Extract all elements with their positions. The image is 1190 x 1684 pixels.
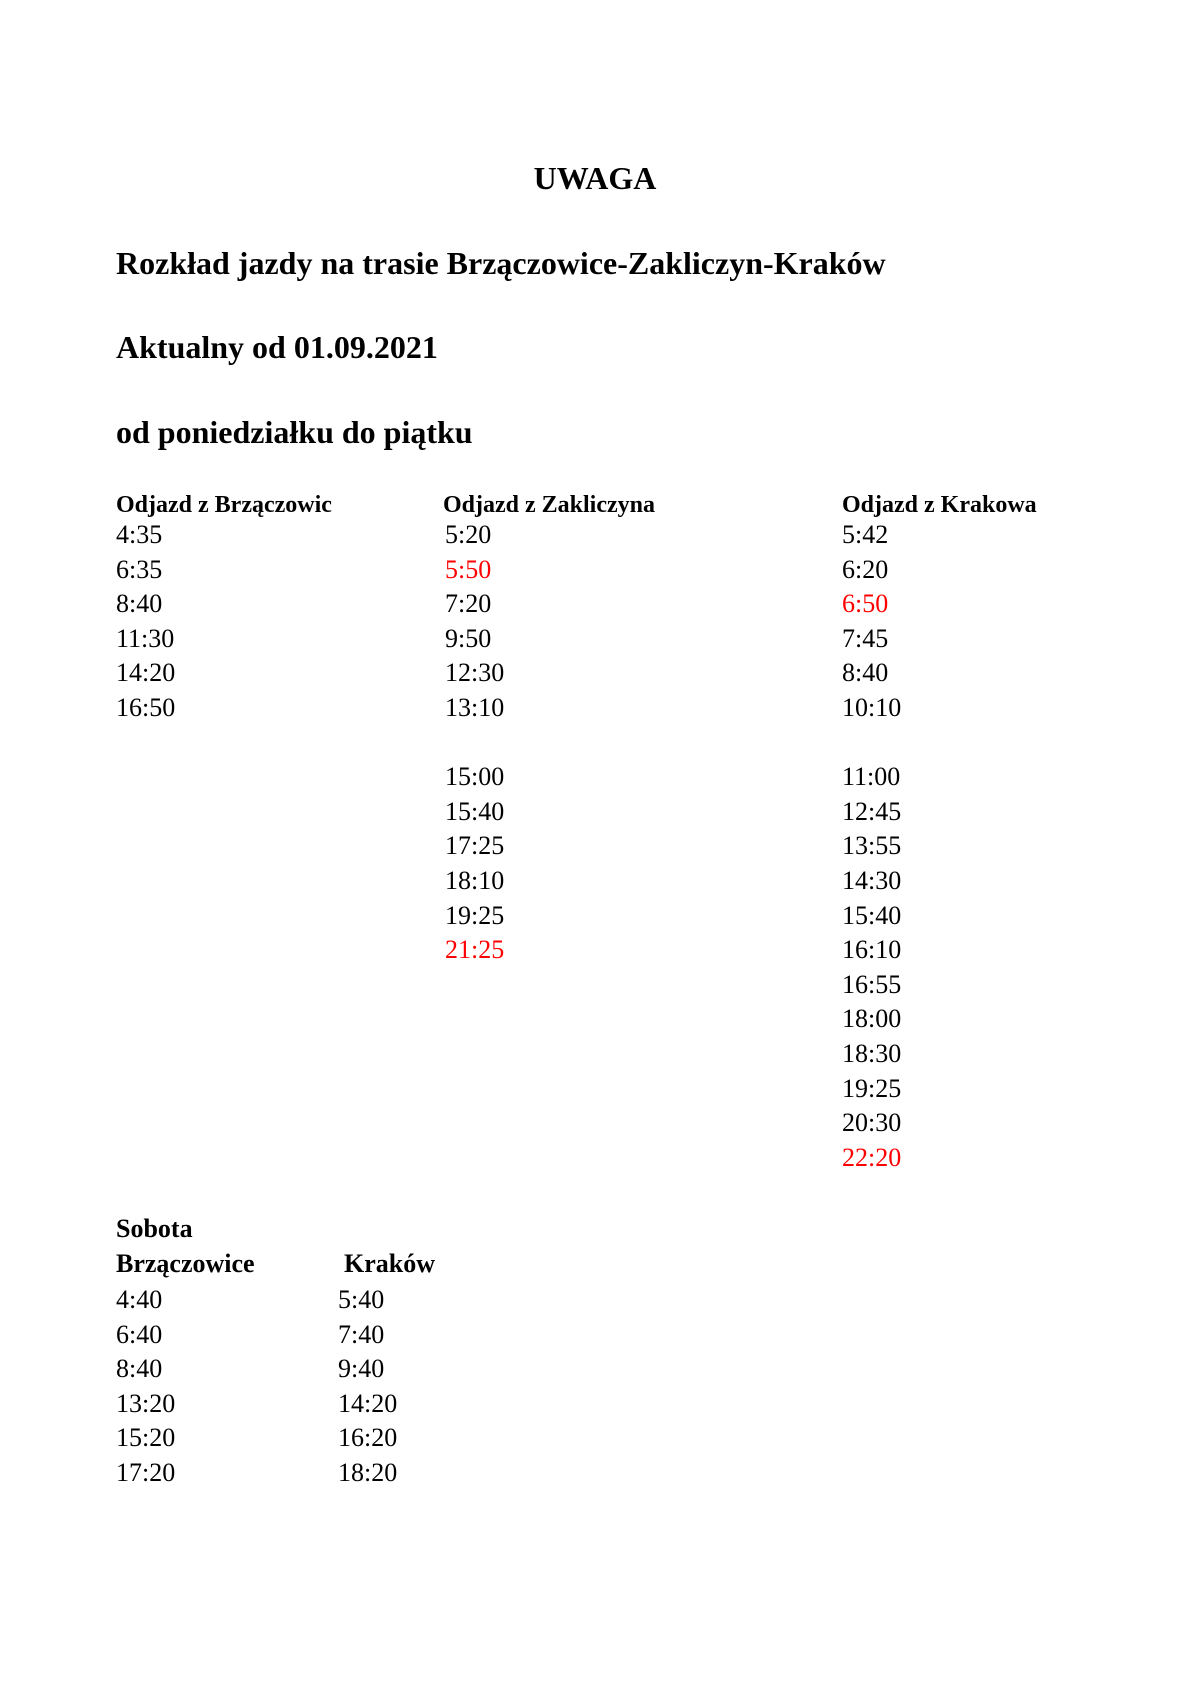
- departure-time: 18:10: [445, 865, 505, 895]
- departure-time: 8:40: [116, 1354, 163, 1384]
- departure-time: 17:20: [116, 1457, 176, 1487]
- departures-krakow: [842, 518, 901, 1175]
- departure-time: 15:20: [116, 1423, 176, 1453]
- departure-time: 13:10: [445, 692, 505, 722]
- departure-time: 15:00: [445, 762, 505, 792]
- departure-time: 13:20: [116, 1388, 176, 1418]
- departure-time-highlighted: 22:20: [842, 1142, 902, 1172]
- weekday-label: od poniedziałku do piątku: [116, 414, 473, 450]
- departure-time: 4:35: [116, 520, 163, 549]
- departure-time: 5:42: [842, 520, 889, 549]
- departure-time: 6:35: [116, 554, 163, 584]
- departure-time: 5:20: [445, 520, 492, 549]
- departure-time: 17:25: [445, 831, 505, 861]
- departure-time: 11:30: [116, 623, 175, 653]
- departure-time-highlighted: 5:50: [445, 554, 492, 584]
- departure-time: 20:30: [842, 1108, 902, 1138]
- departure-time: 5:40: [338, 1285, 385, 1314]
- departure-time: 7:40: [338, 1319, 385, 1349]
- departure-time: 19:25: [842, 1073, 902, 1103]
- departure-time: 18:20: [338, 1457, 398, 1487]
- column-header-krakow: Odjazd z Krakowa: [842, 492, 1037, 518]
- departure-time: 14:30: [842, 865, 902, 895]
- row-spacer: [842, 726, 901, 761]
- departure-time: 19:25: [445, 900, 505, 930]
- saturday-departures-brzaczowice: [116, 1283, 175, 1491]
- row-spacer: [445, 726, 504, 761]
- departure-time: 11:00: [842, 762, 901, 792]
- saturday-header-brzaczowice: Brzączowice: [116, 1249, 255, 1278]
- departure-time: 9:40: [338, 1354, 385, 1384]
- route-title: Rozkład jazdy na trasie Brzączowice-Zakliczyn-Kraków: [116, 245, 886, 281]
- departure-time: 15:40: [445, 796, 505, 826]
- departure-time: 13:55: [842, 831, 902, 861]
- departure-time: 15:40: [842, 900, 902, 930]
- departure-time: 10:10: [842, 692, 902, 722]
- column-header-brzaczowice: Odjazd z Brzączowic: [116, 492, 332, 518]
- departure-time: 6:20: [842, 554, 889, 584]
- departure-time: 16:50: [116, 692, 176, 722]
- notice-heading: UWAGA: [533, 160, 657, 196]
- departure-time: 16:10: [842, 935, 902, 965]
- departure-time: 16:20: [338, 1423, 398, 1453]
- saturday-label: Sobota: [116, 1214, 193, 1243]
- departures-brzaczowice: [116, 518, 175, 726]
- departure-time: 14:20: [116, 658, 176, 688]
- departure-time: 6:40: [116, 1319, 163, 1349]
- departure-time: 18:30: [842, 1038, 902, 1068]
- valid-from: Aktualny od 01.09.2021: [116, 329, 438, 365]
- departure-time: 8:40: [842, 658, 889, 688]
- departure-time-highlighted: 6:50: [842, 589, 889, 619]
- departure-time: 8:40: [116, 589, 163, 619]
- departure-time: 7:45: [842, 623, 889, 653]
- departure-time: 12:30: [445, 658, 505, 688]
- saturday-departures-krakow: [338, 1283, 397, 1491]
- column-header-zakliczyn: Odjazd z Zakliczyna: [443, 492, 656, 518]
- departure-time: 12:45: [842, 796, 902, 826]
- departure-time: 16:55: [842, 969, 902, 999]
- saturday-header-krakow: Kraków: [344, 1249, 435, 1278]
- departure-time: 7:20: [445, 589, 492, 619]
- departure-time-highlighted: 21:25: [445, 935, 505, 965]
- departure-time: 4:40: [116, 1285, 163, 1314]
- departure-time: 14:20: [338, 1388, 398, 1418]
- departure-time: 18:00: [842, 1004, 902, 1034]
- departure-time: 9:50: [445, 623, 492, 653]
- departures-zakliczyn: [445, 518, 504, 968]
